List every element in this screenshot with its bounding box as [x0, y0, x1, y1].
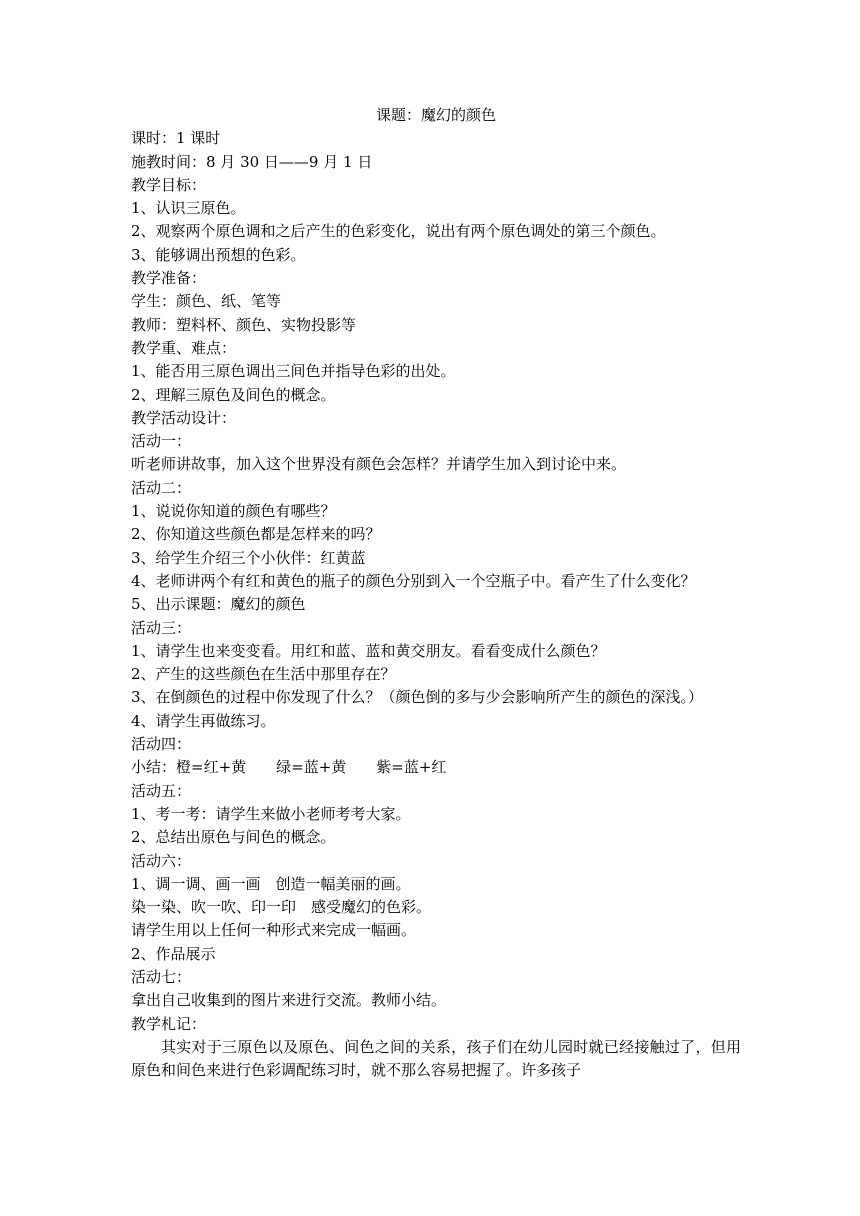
activity-6-line: 2、作品展示 — [131, 944, 216, 963]
activity-2-heading: 活动二： — [131, 478, 192, 497]
notes-heading: 教学札记： — [131, 1014, 207, 1033]
activity-4-summary — [131, 756, 741, 779]
activity-6-part: 感受魔幻的色彩。 — [311, 898, 432, 917]
activity-2-item: 3、给学生介绍三个小伙伴：红黄蓝 — [131, 548, 366, 567]
activity-5-item: 2、总结出原色与间色的概念。 — [131, 828, 336, 847]
teaching-time: 施教时间：8 月 30 日——9 月 1 日 — [131, 152, 373, 171]
activity-7-heading: 活动七： — [131, 967, 192, 986]
summary-label: 小结： — [131, 758, 177, 777]
green-formula: 绿=蓝+黄 — [276, 758, 347, 777]
activity-6-line — [131, 873, 741, 896]
activity-6-line — [131, 896, 741, 919]
activity-6-part: 染一染、吹一吹、印一印 — [131, 898, 297, 917]
key-point-item: 1、能否用三原色调出三间色并指导色彩的出处。 — [131, 362, 456, 381]
activity-3-heading: 活动三： — [131, 618, 192, 637]
activity-4-heading: 活动四： — [131, 735, 192, 754]
activity-3-item: 1、请学生也来变变看。用红和蓝、蓝和黄交朋友。看看变成什么颜色？ — [131, 641, 606, 660]
orange-formula: 橙=红+黄 — [176, 758, 247, 777]
key-point-item: 2、理解三原色及间色的概念。 — [131, 385, 336, 404]
activity-3-item: 4、请学生再做练习。 — [131, 711, 276, 730]
activity-5-item: 1、考一考：请学生来做小老师考考大家。 — [131, 804, 411, 823]
activity-6-part: 创造一幅美丽的画。 — [275, 874, 411, 893]
lesson-plan-page — [131, 104, 741, 1082]
goal-item: 2、观察两个原色调和之后产生的色彩变化，说出有两个原色调处的第三个颜色。 — [131, 222, 666, 241]
activity-1-text: 听老师讲故事，加入这个世界没有颜色会怎样？并请学生加入到讨论中来。 — [131, 455, 627, 474]
purple-formula: 紫=蓝+红 — [376, 758, 447, 777]
goal-item: 3、能够调出预想的色彩。 — [131, 245, 306, 264]
prep-teacher: 教师：塑料杯、颜色、实物投影等 — [131, 315, 357, 334]
activity-2-item: 5、出示课题：魔幻的颜色 — [131, 595, 306, 614]
activity-2-item: 1、说说你知道的颜色有哪些？ — [131, 502, 336, 521]
activity-3-item: 3、在倒颜色的过程中你发现了什么？（颜色倒的多与少会影响所产生的颜色的深浅。） — [131, 688, 704, 707]
activity-1-heading: 活动一： — [131, 432, 192, 451]
lesson-title: 课题：魔幻的颜色 — [375, 106, 496, 124]
activity-2-item: 2、你知道这些颜色都是怎样来的吗？ — [131, 525, 381, 544]
key-points-heading: 教学重、难点： — [131, 338, 237, 357]
notes-paragraph: 其实对于三原色以及原色、间色之间的关系，孩子们在幼儿园时就已经接触过了，但用原色和间色来进行色彩调配练习时，就不那么容易把握了。许多孩子 — [131, 1037, 741, 1080]
activity-6-heading: 活动六： — [131, 851, 192, 870]
activity-2-item: 4、老师讲两个有红和黄色的瓶子的颜色分别到入一个空瓶子中。看产生了什么变化？ — [131, 571, 696, 590]
goal-item: 1、认识三原色。 — [131, 199, 246, 218]
lesson-hours: 课时：1 课时 — [131, 129, 221, 148]
design-heading: 教学活动设计： — [131, 408, 237, 427]
prep-students: 学生：颜色、纸、笔等 — [131, 292, 282, 311]
activity-6-part: 1、调一调、画一画 — [131, 874, 261, 893]
activity-3-item: 2、产生的这些颜色在生活中那里存在？ — [131, 665, 396, 684]
goals-heading: 教学目标： — [131, 175, 207, 194]
activity-7-text: 拿出自己收集到的图片来进行交流。教师小结。 — [131, 991, 447, 1010]
activity-6-line: 请学生用以上任何一种形式来完成一幅画。 — [131, 921, 417, 940]
activity-5-heading: 活动五： — [131, 781, 192, 800]
prep-heading: 教学准备： — [131, 269, 207, 288]
